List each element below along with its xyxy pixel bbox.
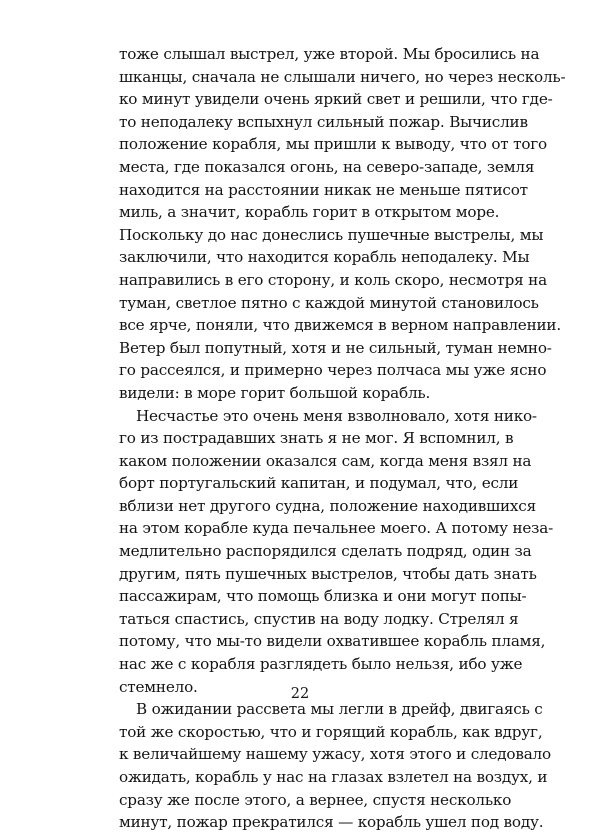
text-line: ожидать, корабль у нас на глазах взлетел на воздух, и [119, 768, 548, 786]
text-line: сразу же после этого, а вернее, спустя несколько [119, 790, 512, 809]
text-line: Несчастье это очень меня взволновало, хотя нико- [136, 406, 537, 425]
text-line: минут, пожар прекратился — корабль ушел под воду. [119, 813, 544, 832]
text-line: то неподалеку вспыхнул сильный пожар. Вычислив [119, 112, 528, 131]
text-line: вблизи нет другого судна, положение находившихся [119, 496, 536, 515]
text-line: той же скоростью, что и горящий корабль, как вдруг, [119, 722, 543, 741]
text-line: потому, что мы-то видели охватившее корабль пламя, [119, 632, 546, 651]
text-line: стемнело. [119, 677, 198, 696]
text-line: туман, светлое пятно с каждой минутой становилось [119, 293, 539, 312]
text-line: Поскольку до нас донеслись пушечные выстрелы, мы [119, 225, 544, 244]
text-line: другим, пять пушечных выстрелов, чтобы дать знать [119, 564, 537, 583]
text-line: положение корабля, мы пришли к выводу, что от того [119, 135, 547, 154]
paragraph-1 [119, 43, 566, 405]
text-line: Ветер был попутный, хотя и не сильный, туман немно- [119, 338, 552, 357]
text-line: шканцы, сначала не слышали ничего, но через несколь- [119, 67, 566, 86]
text-line: медлительно распорядился сделать подряд, один за [119, 542, 532, 561]
page-number: 22 [290, 686, 310, 702]
body-text [119, 43, 566, 834]
paragraph-2 [119, 405, 554, 699]
text-line: места, где показался огонь, на северо-западе, земля [119, 157, 535, 176]
text-line: борт португальский капитан, и подумал, что, если [119, 474, 519, 493]
text-line: го из пострадавших знать я не мог. Я вспомнил, в [119, 429, 514, 448]
text-line: направились в его сторону, и коль скоро, несмотря на [119, 270, 547, 289]
text-line: к величайшему нашему ужасу, хотя этого и следовало [119, 745, 551, 764]
text-line: заключили, что находится корабль неподалеку. Мы [119, 248, 530, 267]
text-line: таться спастись, спустив на воду лодку. Стрелял я [119, 609, 519, 628]
text-line: го рассеялся, и примерно через полчаса мы уже ясно [119, 361, 547, 380]
text-line: находится на расстоянии никак не меньше пятисот [119, 180, 528, 199]
text-line: каком положении оказался сам, когда меня взял на [119, 451, 532, 470]
text-line: на этом корабле куда печальнее моего. А потому неза- [119, 519, 554, 538]
text-line: нас же с корабля разглядеть было нельзя, ибо уже [119, 655, 523, 674]
text-line: В ожидании рассвета мы легли в дрейф, двигаясь с [136, 700, 543, 719]
text-line: пассажирам, что помощь близка и они могут попы- [119, 587, 527, 606]
paragraph-3 [119, 698, 551, 834]
text-line: все ярче, поняли, что движемся в верном направлении. [119, 316, 561, 335]
text-line: тоже слышал выстрел, уже второй. Мы бросились на [119, 45, 540, 63]
text-line: ко минут увидели очень яркий свет и решили, что где- [119, 90, 553, 109]
text-line: миль, а значит, корабль горит в открытом море. [119, 203, 500, 222]
text-line: видели: в море горит большой корабль. [119, 383, 431, 402]
